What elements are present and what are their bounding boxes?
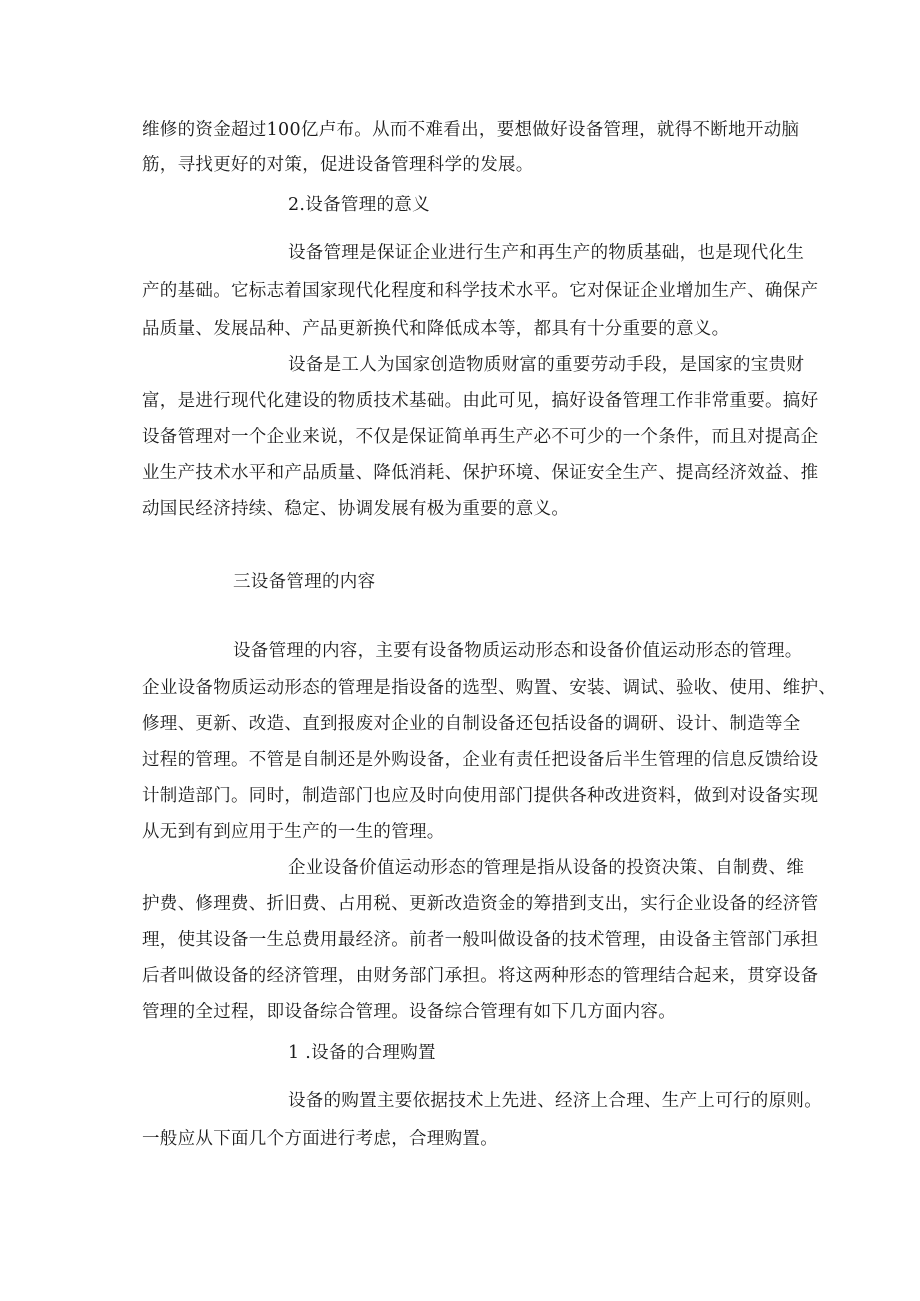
paragraph-line: 品质量、发展品种、产品更新换代和降低成本等，都具有十分重要的意义。: [142, 319, 730, 339]
paragraph-line: 企业设备物质运动形态的管理是指设备的选型、购置、安装、调试、验收、使用、维护、: [142, 678, 837, 698]
paragraph-line: 设备是工人为国家创造物质财富的重要劳动手段，是国家的宝贵财: [288, 355, 805, 375]
paragraph-line: 一般应从下面几个方面进行考虑，合理购置。: [142, 1129, 498, 1149]
paragraph-line: 管理的全过程，即设备综合管理。设备综合管理有如下几方面内容。: [142, 1002, 676, 1022]
paragraph-line: 计制造部门。同时，制造部门也应及时向使用部门提供各种改进资料，做到对设备实现: [142, 786, 819, 806]
paragraph-line: 设备的购置主要依据技术上先进、经济上合理、生产上可行的原则。: [288, 1091, 822, 1111]
paragraph-line: 业生产技术水平和产品质量、降低消耗、保护环境、保证安全生产、提高经济效益、推: [142, 463, 819, 483]
paragraph-line: 修理、更新、改造、直到报废对企业的自制设备还包括设备的调研、设计、制造等全: [142, 714, 801, 734]
paragraph-line: 过程的管理。不管是自制还是外购设备，企业有责任把设备后半生管理的信息反馈给设: [142, 750, 819, 770]
section-heading-content: 三设备管理的内容: [233, 572, 376, 592]
paragraph-line: 护费、修理费、折旧费、占用税、更新改造资金的筹措到支出，实行企业设备的经济管: [142, 894, 819, 914]
paragraph-line: 设备管理是保证企业进行生产和再生产的物质基础，也是现代化生: [288, 243, 805, 263]
paragraph-line: 筋，寻找更好的对策，促进设备管理科学的发展。: [142, 155, 534, 175]
paragraph-line: 企业设备价值运动形态的管理是指从设备的投资决策、自制费、维: [288, 858, 805, 878]
section-heading-purchase: 1 .设备的合理购置: [288, 1043, 436, 1063]
paragraph-line: 设备管理的内容，主要有设备物质运动形态和设备价值运动形态的管理。: [233, 641, 803, 661]
section-heading-significance: 2.设备管理的意义: [288, 195, 430, 215]
paragraph-line: 设备管理对一个企业来说，不仅是保证简单再生产必不可少的一个条件，而且对提高企: [142, 427, 819, 447]
paragraph-line: 产的基础。它标志着国家现代化程度和科学技术水平。它对保证企业增加生产、确保产: [142, 281, 819, 301]
paragraph-line: 理，使其设备一生总费用最经济。前者一般叫做设备的技术管理，由设备主管部门承担: [142, 930, 819, 950]
paragraph-line: 维修的资金超过100亿卢布。从而不难看出，要想做好设备管理，就得不断地开动脑: [142, 120, 800, 140]
paragraph-line: 动国民经济持续、稳定、协调发展有极为重要的意义。: [142, 499, 570, 519]
paragraph-line: 富，是进行现代化建设的物质技术基础。由此可见，搞好设备管理工作非常重要。搞好: [142, 391, 819, 411]
paragraph-line: 后者叫做设备的经济管理，由财务部门承担。将这两种形态的管理结合起来，贯穿设备: [142, 966, 819, 986]
paragraph-line: 从无到有到应用于生产的一生的管理。: [142, 822, 445, 842]
